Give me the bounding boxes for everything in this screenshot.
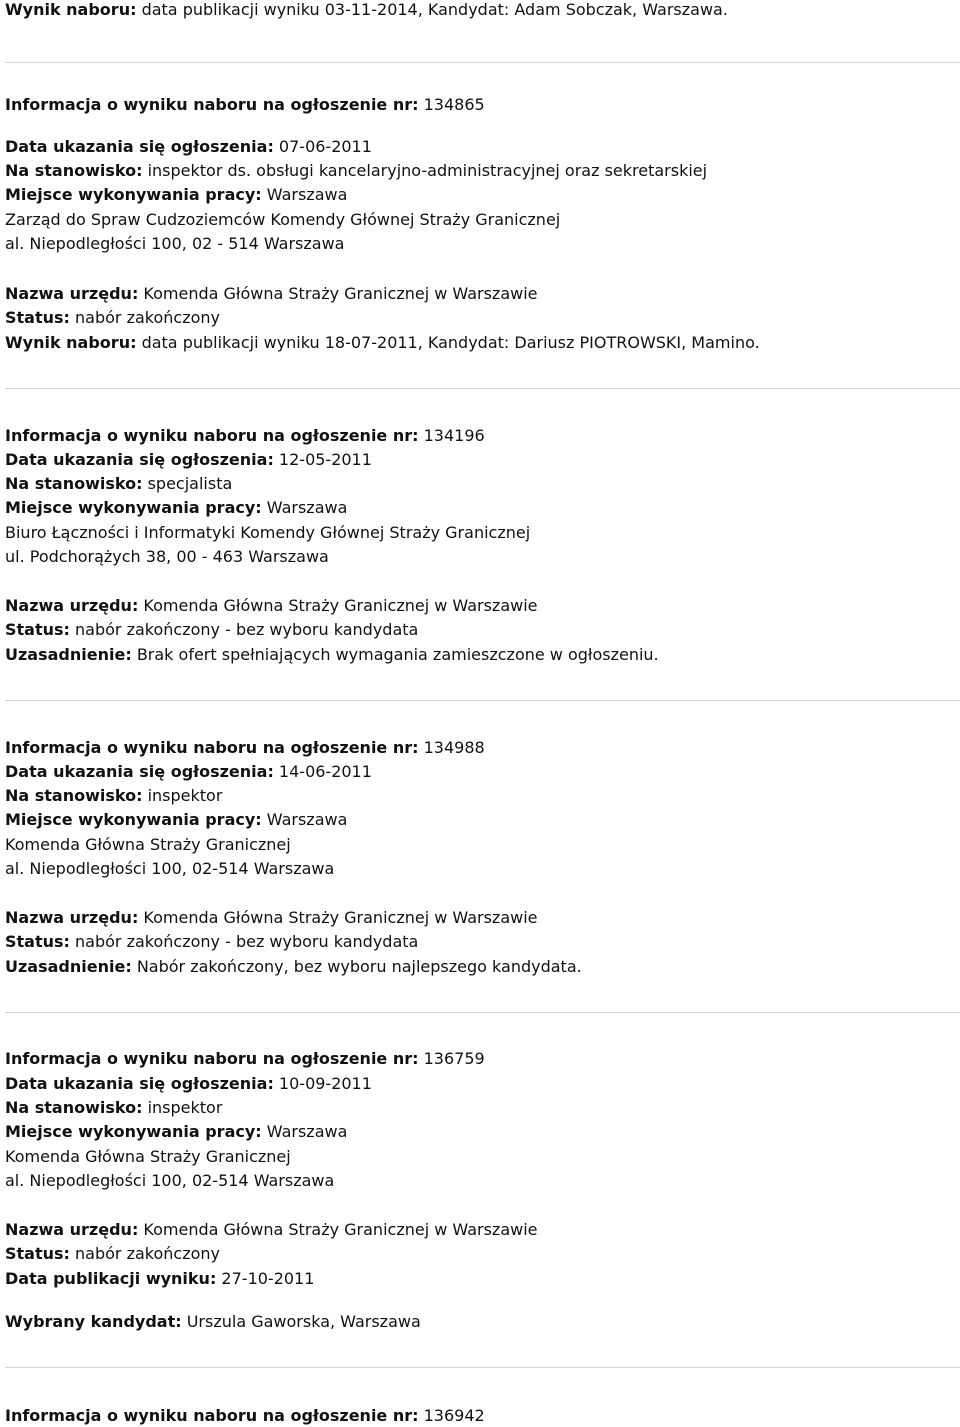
date-label: Data ukazania się ogłoszenia: [5,762,274,781]
candidate-value: Urszula Gaworska, Warszawa [181,1312,421,1331]
status-value: nabór zakończony [69,1244,220,1263]
result-value: data publikacji wyniku 03-11-2014, Kandydat: Adam Sobczak, Warszawa. [136,0,728,19]
address-line: al. Niepodległości 100, 02-514 Warszawa [5,859,335,878]
date-label: Data ukazania się ogłoszenia: [5,1074,274,1093]
date-line [5,137,372,157]
date-label: Data ukazania się ogłoszenia: [5,450,274,469]
date-line [5,1074,372,1094]
info-line [5,1406,485,1426]
top-result-line [5,0,728,20]
workplace-value: Warszawa [261,185,348,204]
position-value: specjalista [142,474,233,493]
info-value: 134988 [418,738,485,757]
info-label: Informacja o wyniku naboru na ogłoszenie nr: [5,95,419,114]
office-line [5,284,538,304]
candidate-line [5,1312,421,1332]
status-value: nabór zakończony - bez wyboru kandydata [69,620,419,639]
office-label: Nazwa urzędu: [5,284,139,303]
result-label: Wynik naboru: [5,333,137,352]
reason-value: Brak ofert spełniających wymagania zamieszczone w ogłoszeniu. [131,645,659,664]
workplace-line [5,810,347,830]
info-label: Informacja o wyniku naboru na ogłoszenie nr: [5,426,419,445]
office-line [5,596,538,616]
workplace-value: Warszawa [261,810,348,829]
date-line [5,762,372,782]
date-line [5,450,372,470]
workplace-value: Warszawa [261,1122,348,1141]
unit-line: Zarząd do Spraw Cudzoziemców Komendy Głównej Straży Granicznej [5,210,561,229]
position-label: Na stanowisko: [5,161,143,180]
candidate-label: Wybrany kandydat: [5,1312,182,1331]
office-label: Nazwa urzędu: [5,908,139,927]
date-value: 12-05-2011 [273,450,372,469]
separator [5,388,960,389]
info-label: Informacja o wyniku naboru na ogłoszenie nr: [5,1049,419,1068]
workplace-label: Miejsce wykonywania pracy: [5,810,262,829]
position-line [5,1098,222,1118]
unit-line: Biuro Łączności i Informatyki Komendy Głównej Straży Granicznej [5,523,531,542]
office-value: Komenda Główna Straży Granicznej w Warszawie [138,596,538,615]
info-line [5,738,485,758]
unit-line: Komenda Główna Straży Granicznej [5,1147,291,1166]
publication-date-line [5,1269,314,1289]
info-label: Informacja o wyniku naboru na ogłoszenie nr: [5,1406,419,1425]
position-value: inspektor ds. obsługi kancelaryjno-administracyjnej oraz sekretarskiej [142,161,708,180]
position-line [5,786,222,806]
position-line [5,161,707,181]
reason-label: Uzasadnienie: [5,645,132,664]
status-line [5,620,418,640]
address-line: al. Niepodległości 100, 02 - 514 Warszawa [5,234,345,253]
result-value: data publikacji wyniku 18-07-2011, Kandydat: Dariusz PIOTROWSKI, Mamino. [136,333,760,352]
date-value: 10-09-2011 [273,1074,372,1093]
status-value: nabór zakończony - bez wyboru kandydata [69,932,419,951]
workplace-label: Miejsce wykonywania pracy: [5,498,262,517]
reason-value: Nabór zakończony, bez wyboru najlepszego kandydata. [131,957,582,976]
status-line [5,308,220,328]
office-value: Komenda Główna Straży Granicznej w Warszawie [138,908,538,927]
reason-line [5,957,582,977]
office-label: Nazwa urzędu: [5,596,139,615]
info-line [5,426,485,446]
position-value: inspektor [142,1098,223,1117]
info-value: 136942 [418,1406,485,1425]
workplace-line [5,1122,347,1142]
workplace-label: Miejsce wykonywania pracy: [5,1122,262,1141]
status-label: Status: [5,932,70,951]
separator [5,1367,960,1368]
workplace-line [5,185,347,205]
position-label: Na stanowisko: [5,474,143,493]
reason-line [5,645,659,665]
status-label: Status: [5,620,70,639]
publication-date-label: Data publikacji wyniku: [5,1269,217,1288]
status-line [5,1244,220,1264]
office-value: Komenda Główna Straży Granicznej w Warszawie [138,1220,538,1239]
workplace-line [5,498,347,518]
workplace-value: Warszawa [261,498,348,517]
office-label: Nazwa urzędu: [5,1220,139,1239]
publication-date-value: 27-10-2011 [216,1269,315,1288]
status-label: Status: [5,1244,70,1263]
reason-label: Uzasadnienie: [5,957,132,976]
info-line [5,95,485,115]
date-value: 14-06-2011 [273,762,372,781]
office-value: Komenda Główna Straży Granicznej w Warszawie [138,284,538,303]
separator [5,700,960,701]
info-value: 134196 [418,426,485,445]
position-label: Na stanowisko: [5,1098,143,1117]
info-line [5,1049,485,1069]
office-line [5,908,538,928]
result-line [5,333,760,353]
status-label: Status: [5,308,70,327]
position-value: inspektor [142,786,223,805]
separator [5,1012,960,1013]
status-value: nabór zakończony [69,308,220,327]
date-value: 07-06-2011 [273,137,372,156]
date-label: Data ukazania się ogłoszenia: [5,137,274,156]
unit-line: Komenda Główna Straży Granicznej [5,835,291,854]
position-label: Na stanowisko: [5,786,143,805]
status-line [5,932,418,952]
office-line [5,1220,538,1240]
address-line: ul. Podchorążych 38, 00 - 463 Warszawa [5,547,329,566]
info-label: Informacja o wyniku naboru na ogłoszenie nr: [5,738,419,757]
info-value: 134865 [418,95,485,114]
separator [5,62,960,63]
info-value: 136759 [418,1049,485,1068]
result-label: Wynik naboru: [5,0,137,19]
address-line: al. Niepodległości 100, 02-514 Warszawa [5,1171,335,1190]
position-line [5,474,232,494]
workplace-label: Miejsce wykonywania pracy: [5,185,262,204]
